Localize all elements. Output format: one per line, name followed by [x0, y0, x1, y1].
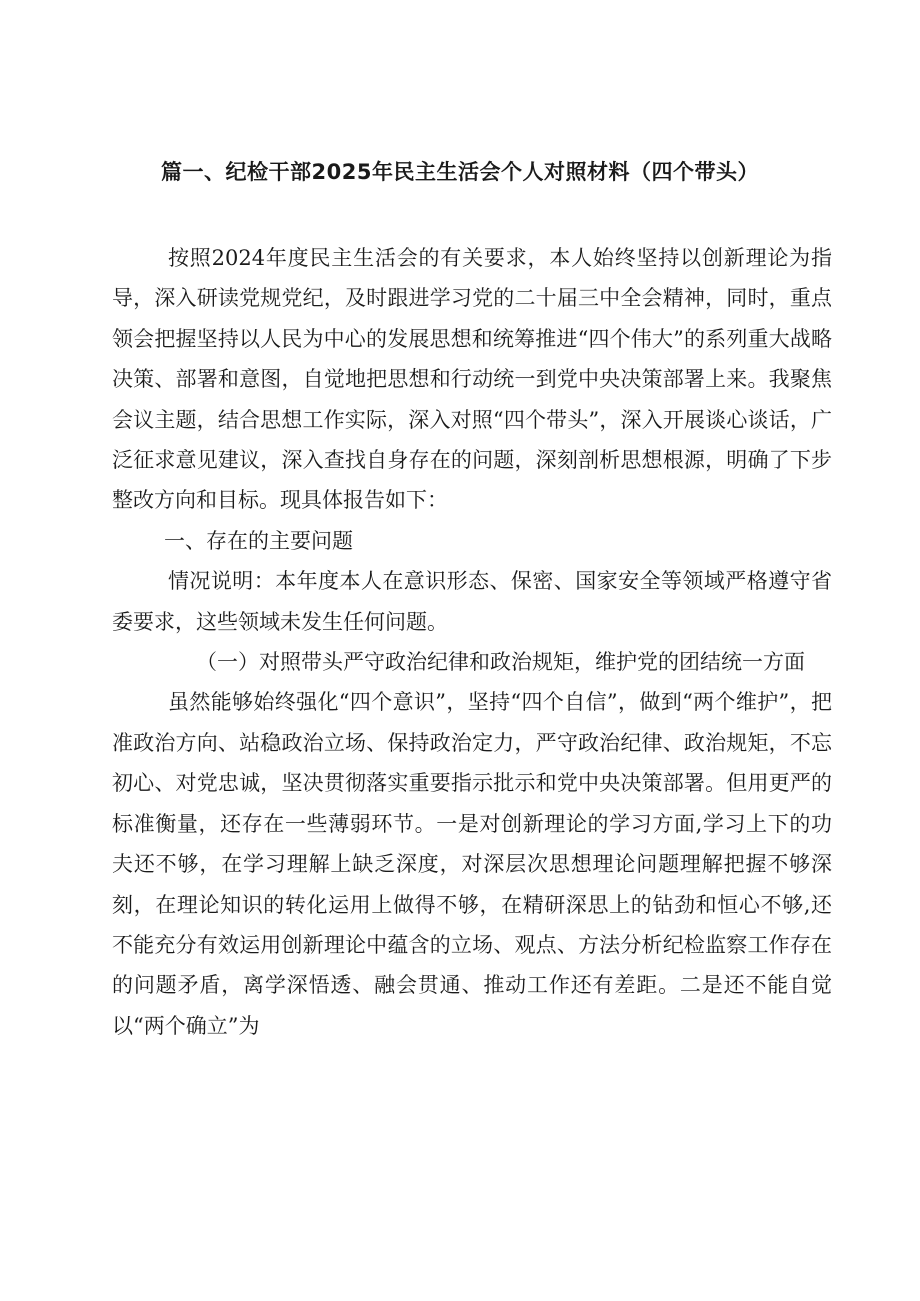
intro-paragraph: 按照2024年度民主生活会的有关要求，本人始终坚持以创新理论为指导，深入研读党规党纪，及时跟进学习党的二十届三中全会精神，同时，重点领会把握坚持以人民为中心的发展思想和统筹推进“四个伟大”的系列重大战略决策、部署和意图，自觉地把思想和行动统一到党中央决策部署上来。我聚焦会议主题，结合思想工作实际，深入对照“四个带头”，深入开展谈心谈话，广泛征求意见建议，深入查找自身存在的问题，深刻剖析思想根源，明确了下步整改方向和目标。现具体报告如下： — [112, 246, 832, 513]
document-body — [112, 238, 832, 1046]
body-paragraph: 虽然能够始终强化“四个意识”，坚持“四个自信”，做到“两个维护”，把准政治方向、站稳政治立场、保持政治定力，严守政治纪律、政治规矩，不忘初心、对党忠诚，坚决贯彻落实重要指示批示和党中央决策部署。但用更严的标准衡量，还存在一些薄弱环节。一是对创新理论的学习方面,学习上下的功夫还不够，在学习理解上缺乏深度，对深层次思想理论问题理解把握不够深刻，在理论知识的转化运用上做得不够，在精研深思上的钻劲和恒心不够,还不能充分有效运用创新理论中蕴含的立场、观点、方法分析纪检监察工作存在的问题矛盾，离学深悟透、融会贯通、推动工作还有差距。二是还不能自觉以“两个确立”为 — [112, 690, 832, 1038]
document-title: 篇一、纪检干部2025年民主生活会个人对照材料（四个带头） — [161, 160, 759, 184]
subsection-heading: （一）对照带头严守政治纪律和政治规矩，维护党的团结统一方面 — [196, 650, 805, 675]
section-heading: 一、存在的主要问题 — [164, 528, 353, 553]
situation-paragraph: 情况说明：本年度本人在意识形态、保密、国家安全等领域严格遵守省委要求，这些领域未发生任何问题。 — [112, 569, 832, 634]
